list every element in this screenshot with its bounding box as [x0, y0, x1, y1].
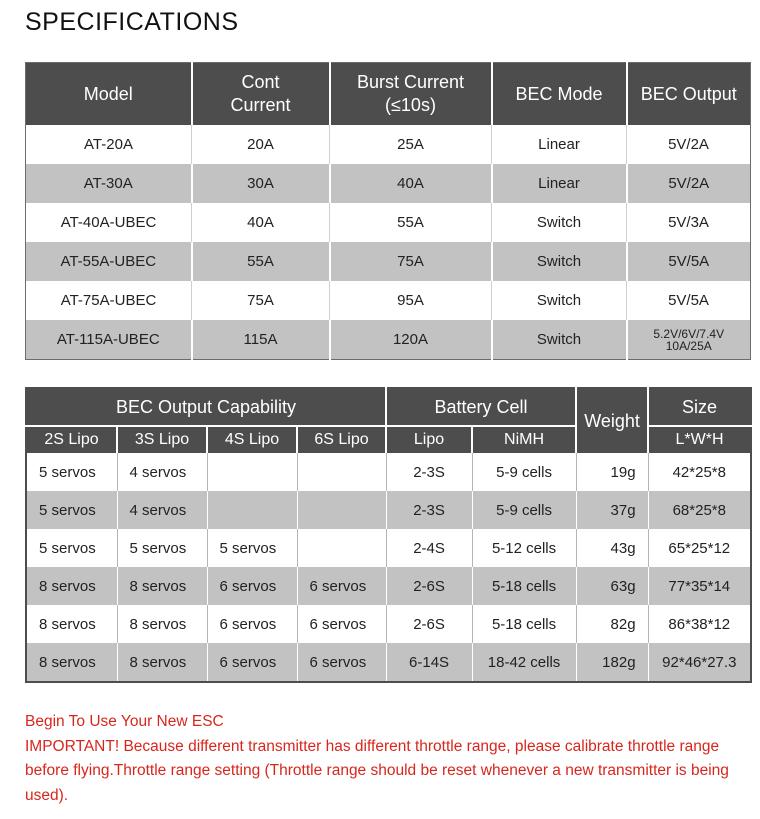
cell-2s-lipo: 5 servos [26, 529, 117, 567]
cell-bec-mode: Switch [492, 320, 627, 360]
cell-weight: 82g [576, 605, 648, 643]
table-row [26, 567, 751, 605]
cell-6s-lipo: 6 servos [297, 605, 386, 643]
table-row [26, 242, 751, 281]
header-model: Model [26, 63, 192, 126]
table-row [26, 605, 751, 643]
cell-nimh: 5-18 cells [472, 605, 576, 643]
header-lwh: L*W*H [648, 426, 751, 453]
table-row [26, 491, 751, 529]
header-4s-lipo: 4S Lipo [207, 426, 297, 453]
table-row [26, 164, 751, 203]
cell-bec-mode: Linear [492, 125, 627, 164]
header-bec-output-capability: BEC Output Capability [26, 388, 386, 426]
cell-bec-output-label: 5.2V/6V/7.4V 10A/25A [653, 326, 725, 353]
cell-4s-lipo: 6 servos [207, 567, 297, 605]
cell-cont-current: 40A [192, 203, 330, 242]
cell-6s-lipo [297, 453, 386, 491]
cell-bec-output: 5V/5A [627, 242, 751, 281]
cell-2s-lipo: 8 servos [26, 643, 117, 682]
specifications-table [25, 62, 751, 360]
cell-bec-mode: Linear [492, 164, 627, 203]
cell-3s-lipo: 5 servos [117, 529, 207, 567]
table-row [26, 125, 751, 164]
cell-4s-lipo: 5 servos [207, 529, 297, 567]
bec-capability-table [25, 387, 752, 683]
cell-model: AT-40A-UBEC [26, 203, 192, 242]
cell-3s-lipo: 4 servos [117, 491, 207, 529]
header-weight: Weight [576, 388, 648, 453]
cell-cont-current: 30A [192, 164, 330, 203]
cell-bec-output: 5V/5A [627, 281, 751, 320]
cell-bec-mode: Switch [492, 281, 627, 320]
header-battery-cell: Battery Cell [386, 388, 576, 426]
cell-model: AT-20A [26, 125, 192, 164]
cell-weight: 63g [576, 567, 648, 605]
cell-burst-current: 120A [330, 320, 492, 360]
cell-4s-lipo [207, 491, 297, 529]
cell-3s-lipo: 8 servos [117, 643, 207, 682]
cell-bec-mode: Switch [492, 203, 627, 242]
cell-nimh: 18-42 cells [472, 643, 576, 682]
cell-3s-lipo: 8 servos [117, 605, 207, 643]
header-burst-current-label: Burst Current (≤10s) [356, 72, 465, 115]
header-lipo: Lipo [386, 426, 472, 453]
cell-cont-current: 55A [192, 242, 330, 281]
cell-lipo: 2-3S [386, 453, 472, 491]
cell-model: AT-30A [26, 164, 192, 203]
table-row [26, 320, 751, 360]
cell-2s-lipo: 8 servos [26, 605, 117, 643]
cell-3s-lipo: 8 servos [117, 567, 207, 605]
header-cont-current [192, 63, 330, 126]
cell-4s-lipo: 6 servos [207, 605, 297, 643]
cell-size: 68*25*8 [648, 491, 751, 529]
cell-bec-output: 5V/2A [627, 125, 751, 164]
header-cont-current-label: Cont Current [230, 72, 291, 115]
cell-nimh: 5-9 cells [472, 453, 576, 491]
cell-2s-lipo: 5 servos [26, 491, 117, 529]
cell-size: 77*35*14 [648, 567, 751, 605]
cell-size: 42*25*8 [648, 453, 751, 491]
header-2s-lipo: 2S Lipo [26, 426, 117, 453]
cell-weight: 43g [576, 529, 648, 567]
cell-weight: 19g [576, 453, 648, 491]
note-body: IMPORTANT! Because different transmitter has different throttle range, please calibrate throttle range before flying.Throttle range setting (Throttle range should be reset whenever a new transmitter is being used). [25, 737, 729, 804]
cell-lipo: 2-6S [386, 567, 472, 605]
cell-4s-lipo [207, 453, 297, 491]
spec-header-row [26, 63, 751, 126]
calibration-note [25, 710, 755, 808]
cell-3s-lipo: 4 servos [117, 453, 207, 491]
cell-burst-current: 95A [330, 281, 492, 320]
cell-model: AT-75A-UBEC [26, 281, 192, 320]
cell-lipo: 6-14S [386, 643, 472, 682]
cell-6s-lipo [297, 491, 386, 529]
page-title: SPECIFICATIONS [25, 8, 239, 36]
header-3s-lipo: 3S Lipo [117, 426, 207, 453]
cell-4s-lipo: 6 servos [207, 643, 297, 682]
group-header-row [26, 388, 751, 426]
cell-nimh: 5-18 cells [472, 567, 576, 605]
cell-weight: 182g [576, 643, 648, 682]
cell-6s-lipo [297, 529, 386, 567]
cell-bec-mode: Switch [492, 242, 627, 281]
header-6s-lipo: 6S Lipo [297, 426, 386, 453]
header-bec-output: BEC Output [627, 63, 751, 126]
table-row [26, 203, 751, 242]
cell-weight: 37g [576, 491, 648, 529]
cell-lipo: 2-3S [386, 491, 472, 529]
cell-lipo: 2-4S [386, 529, 472, 567]
cell-bec-output: 5V/2A [627, 164, 751, 203]
cell-burst-current: 55A [330, 203, 492, 242]
cell-size: 86*38*12 [648, 605, 751, 643]
cell-burst-current: 40A [330, 164, 492, 203]
cell-nimh: 5-9 cells [472, 491, 576, 529]
cell-cont-current: 75A [192, 281, 330, 320]
cell-burst-current: 25A [330, 125, 492, 164]
header-bec-mode: BEC Mode [492, 63, 627, 126]
cell-nimh: 5-12 cells [472, 529, 576, 567]
header-size: Size [648, 388, 751, 426]
cell-6s-lipo: 6 servos [297, 643, 386, 682]
cell-size: 92*46*27.3 [648, 643, 751, 682]
cell-model: AT-55A-UBEC [26, 242, 192, 281]
cell-cont-current: 20A [192, 125, 330, 164]
header-burst-current [330, 63, 492, 126]
cell-bec-output: 5V/3A [627, 203, 751, 242]
cell-cont-current: 115A [192, 320, 330, 360]
cell-6s-lipo: 6 servos [297, 567, 386, 605]
table-row [26, 643, 751, 682]
cell-burst-current: 75A [330, 242, 492, 281]
cell-size: 65*25*12 [648, 529, 751, 567]
cell-model: AT-115A-UBEC [26, 320, 192, 360]
cell-2s-lipo: 5 servos [26, 453, 117, 491]
header-nimh: NiMH [472, 426, 576, 453]
cell-lipo: 2-6S [386, 605, 472, 643]
table-row [26, 453, 751, 491]
cell-bec-output [627, 320, 751, 360]
cell-2s-lipo: 8 servos [26, 567, 117, 605]
table-row [26, 529, 751, 567]
note-heading: Begin To Use Your New ESC [25, 713, 224, 730]
table-row [26, 281, 751, 320]
